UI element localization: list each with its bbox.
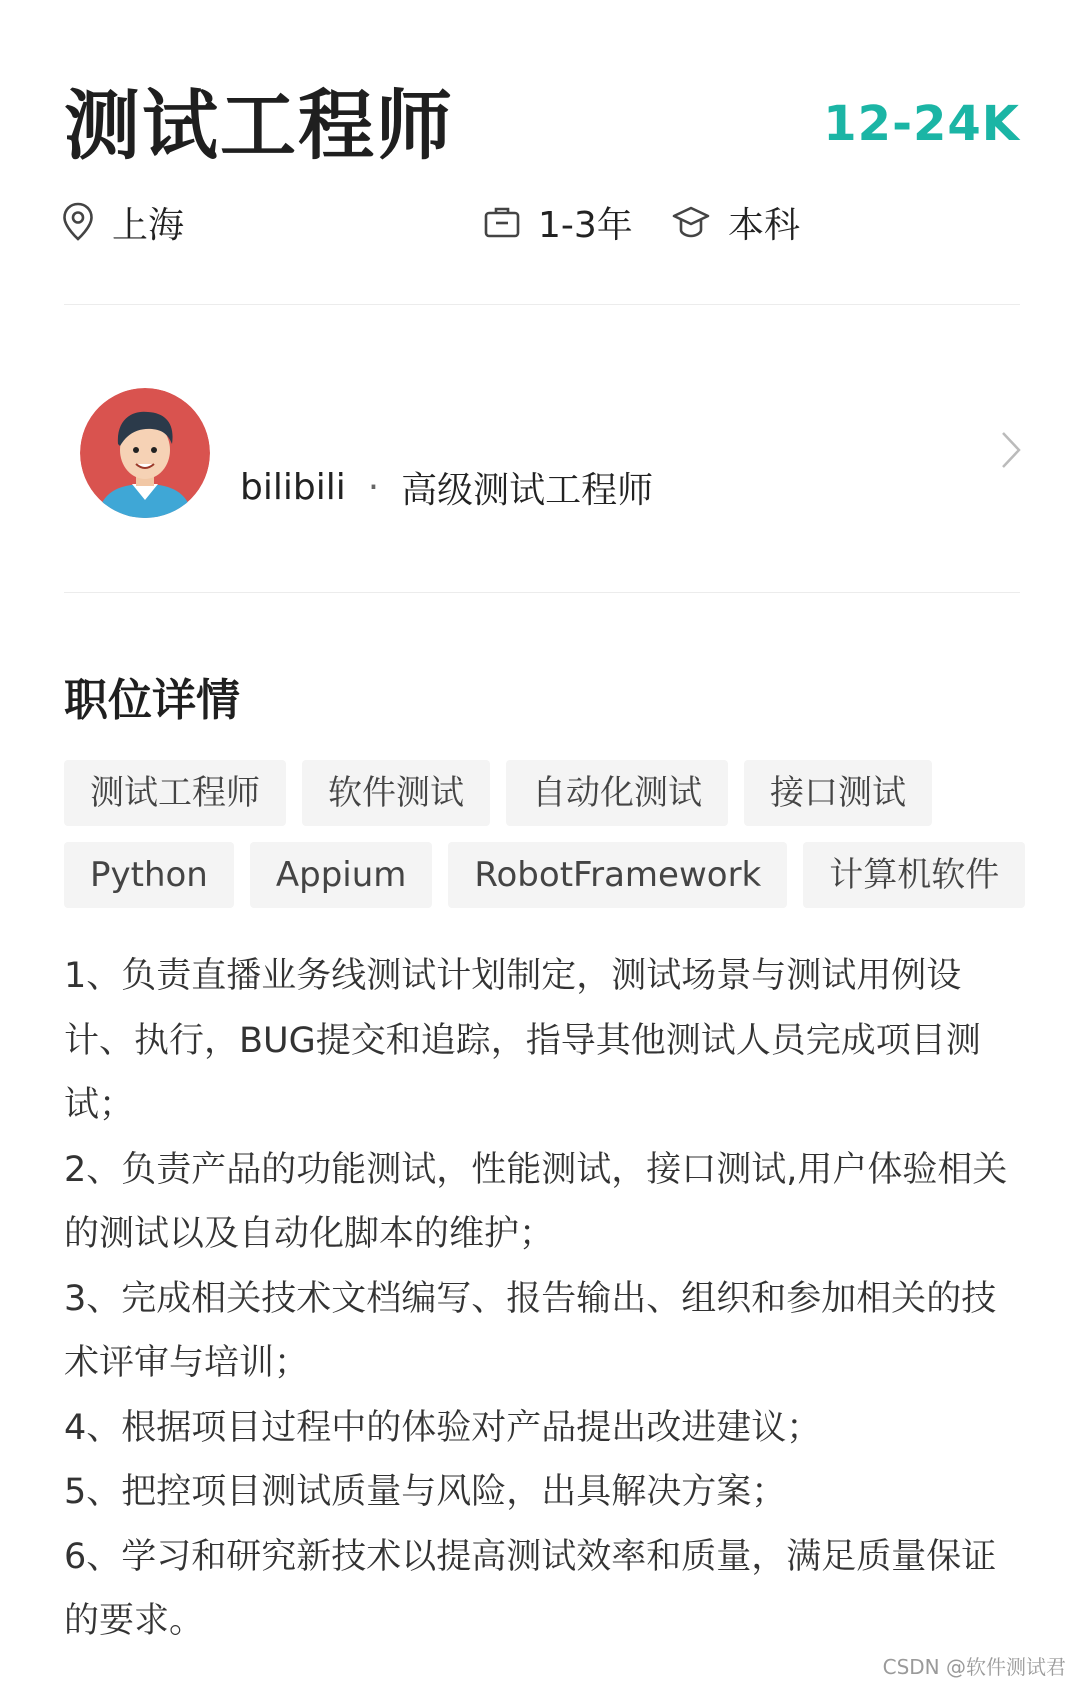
- tag-row: [64, 760, 1024, 826]
- tag-row: [64, 842, 1024, 908]
- salary-range: 12-24K: [823, 96, 1020, 152]
- briefcase-icon: [484, 205, 520, 239]
- description-item: 3、完成相关技术文档编写、报告输出、组织和参加相关的技术评审与培训；: [64, 1278, 997, 1383]
- recruiter-position: 高级测试工程师: [401, 470, 654, 511]
- job-description: [64, 944, 1024, 1654]
- skill-tag[interactable]: Python: [64, 842, 234, 908]
- section-title-job-details: 职位详情: [64, 675, 240, 726]
- avatar[interactable]: [80, 388, 210, 518]
- location-text: 上海: [112, 204, 185, 246]
- description-item: 5、把控项目测试质量与风险，出具解决方案；: [64, 1472, 787, 1512]
- divider: [64, 304, 1020, 305]
- graduation-cap-icon: [672, 205, 710, 239]
- divider: [64, 592, 1020, 593]
- location-info: [62, 194, 184, 250]
- education-info: [672, 194, 800, 250]
- skill-tag[interactable]: 软件测试: [302, 760, 490, 826]
- watermark: CSDN @软件测试君: [882, 1655, 1066, 1679]
- description-item: 1、负责直播业务线测试计划制定，测试场景与测试用例设计、执行，BUG提交和追踪，指导其他测试人员完成项目测试；: [64, 956, 981, 1125]
- recruiter-separator: ·: [367, 467, 380, 508]
- skill-tag[interactable]: Appium: [250, 842, 433, 908]
- experience-text: 1-3年: [538, 204, 633, 246]
- skill-tag[interactable]: 自动化测试: [506, 760, 728, 826]
- chevron-right-icon[interactable]: [1000, 430, 1022, 470]
- job-title: 测试工程师: [64, 81, 454, 170]
- description-item: 2、负责产品的功能测试，性能测试，接口测试,用户体验相关的测试以及自动化脚本的维护；: [64, 1149, 1008, 1254]
- skill-tags: [64, 760, 1024, 924]
- skill-tag[interactable]: 计算机软件: [803, 842, 1025, 908]
- location-pin-icon: [62, 202, 94, 242]
- education-text: 本科: [728, 204, 801, 246]
- skill-tag[interactable]: 测试工程师: [64, 760, 286, 826]
- skill-tag[interactable]: RobotFramework: [448, 842, 787, 908]
- recruiter-avatar-icon: [80, 388, 210, 518]
- skill-tag[interactable]: 接口测试: [744, 760, 932, 826]
- description-item: 4、根据项目过程中的体验对产品提出改进建议；: [64, 1407, 822, 1448]
- experience-info: [484, 194, 633, 250]
- recruiter-company: bilibili: [240, 467, 346, 508]
- recruiter-info[interactable]: [240, 462, 653, 513]
- description-item: 6、学习和研究新技术以提高测试效率和质量，满足质量保证的要求。: [64, 1536, 997, 1641]
